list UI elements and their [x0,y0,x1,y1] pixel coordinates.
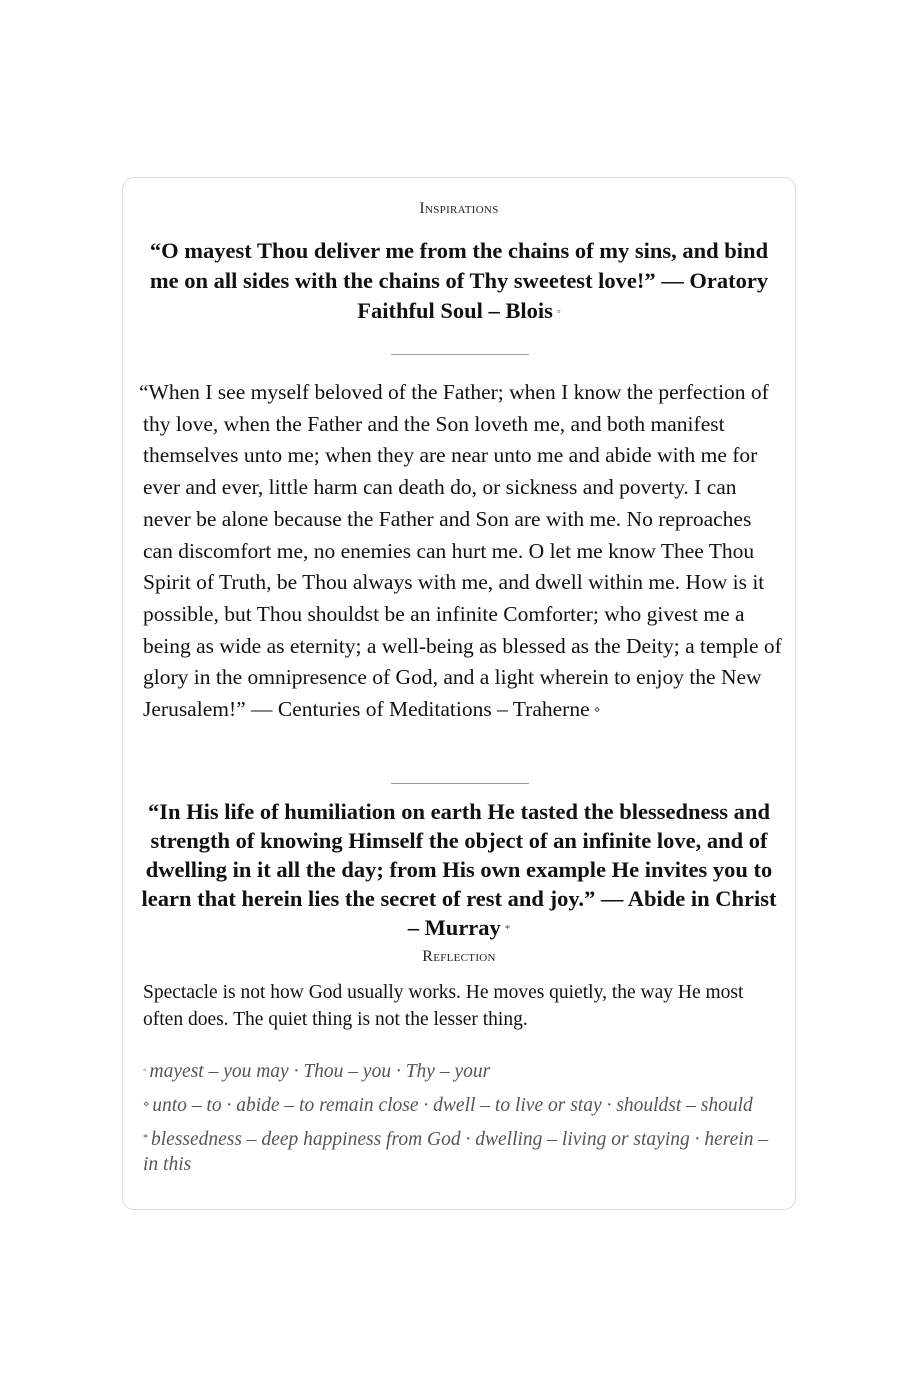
footnote-mark-asterisk: * [504,923,511,935]
quote-murray [139,797,779,944]
reflection-label: Reflection [422,948,496,965]
glossary-mark: * [143,1133,148,1144]
glossary-item [143,1092,783,1118]
glossary [143,1058,783,1185]
glossary-text: mayest – you may · Thou – you · Thy – your [149,1061,491,1082]
divider [391,354,529,355]
devotional-card [122,177,796,1210]
glossary-mark: ⋄ [143,1099,150,1110]
glossary-mark: ◦ [143,1065,147,1076]
quote-traherne [139,377,783,727]
footnote-mark-diamond: ⋄ [593,704,601,717]
glossary-text: blessedness – deep happiness from God · dwelling – living or staying · herein – in this [143,1129,769,1175]
quote-blois-text: “O mayest Thou deliver me from the chains of my sins, and bind me on all sides with the chains of Thy sweetest love!” — Oratory Faithful Soul – Blois [149,238,769,323]
quote-blois [139,236,779,327]
glossary-item [143,1058,783,1084]
glossary-item [143,1126,783,1177]
inspirations-label: Inspirations [419,200,499,217]
footnote-mark-circle: ◦ [556,306,561,318]
glossary-text: unto – to · abide – to remain close · dwell – to live or stay · shouldst – should [152,1095,753,1116]
reflection-text: Spectacle is not how God usually works. He moves quietly, the way He most often does. The quiet thing is not the lesser thing. [143,982,744,1030]
quote-traherne-text: “When I see myself beloved of the Father; when I know the perfection of thy love, when the Father and the Son loveth me, and both manifest themselves unto me; when they are near unto me and abide with me for ever and ever, little harm can death do, or sickness and poverty. I can never be alone because the Father and Son are with me. No reproaches can discomfort me, no enemies can hurt me. O let me know Thee Thou Spirit of Truth, be Thou always with me, and dwell within me. How is it possible, but Thou shouldst be an infinite Comforter; who givest me a being as wide as eternity; a well-being as blessed as the Deity; a temple of glory in the omnipresence of God, and a light wherein to enjoy the New Jerusalem!” — Centuries of Meditations – Traherne [139,380,782,722]
quote-murray-text: “In His life of humiliation on earth He tasted the blessedness and strength of knowing Himself the object of an infinite love, and of dwelling in it all the day; from His own example He invites you to learn that herein lies the secret of rest and joy.” — Abide in Christ – Murray [141,799,777,940]
divider [391,783,529,784]
